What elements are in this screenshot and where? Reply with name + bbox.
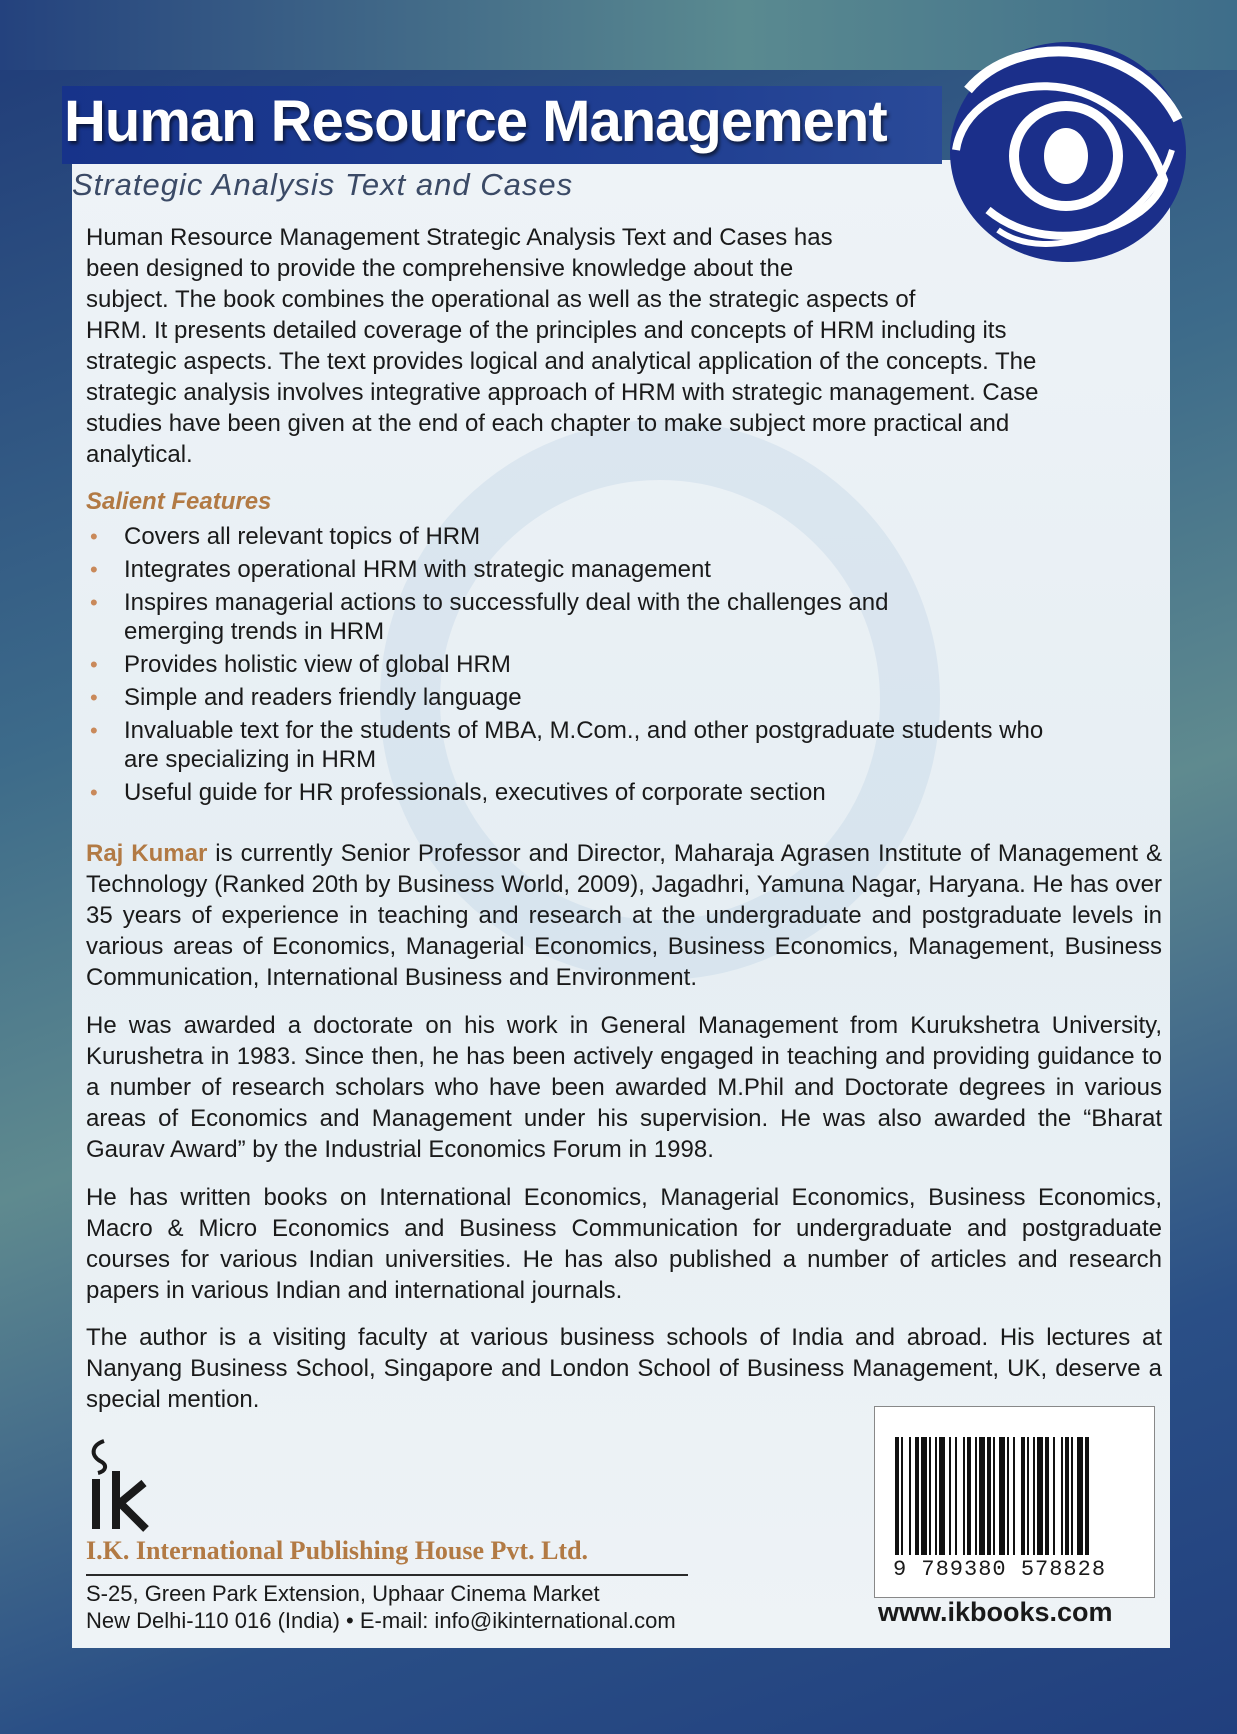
bullet-icon: • [90,780,98,805]
author-bio-paragraph-1 [86,838,1162,993]
book-subtitle: Strategic Analysis Text and Cases [72,167,574,202]
intro-paragraph [86,222,1166,470]
bio-1-text: is currently Senior Professor and Director, Maharaja Agrasen Institute of Management & Technology (Ranked 20th by Business World, 2009), Jagadhri, Yamuna Nagar, Haryana. He has over 35 years of experience in teaching and research at the undergraduate and postgraduate levels in various areas of Economics, Managerial Economics, Business Economics, Management, Business Communication, International Business and Environment. [86,840,1162,991]
barcode-bar [915,1437,919,1555]
feature-line: Useful guide for HR professionals, executives of corporate section [124,779,826,806]
barcode-icon [891,1437,1137,1555]
bullet-icon: • [90,685,98,710]
barcode-bar [1045,1437,1049,1555]
feature-line: are specializing in HRM [124,746,377,773]
barcode-bar [949,1437,951,1555]
intro-line: been designed to provide the comprehensive knowledge about the [86,255,794,282]
barcode-bar [939,1437,945,1555]
bullet-icon: • [90,590,98,615]
intro-line: studies have been given at the end of each chapter to make subject more practical and [86,410,1010,437]
feature-line: Provides holistic view of global HRM [124,651,511,678]
intro-line: Human Resource Management Strategic Analysis Text and Cases has [86,224,833,251]
barcode-bar [1021,1437,1025,1555]
barcode-bar [1037,1437,1043,1555]
publisher-divider [86,1574,688,1576]
feature-line: Invaluable text for the students of MBA, M.Com., and other postgraduate students who [124,717,1044,744]
barcode-bar [987,1437,991,1555]
feature-item [86,683,1166,712]
barcode-bar [1071,1437,1073,1555]
features-heading: Salient Features [86,488,272,515]
barcode-bar [1027,1437,1029,1555]
feature-line: Integrates operational HRM with strategic management [124,556,711,583]
publisher-address [86,1580,676,1634]
feature-item [86,778,1166,807]
address-line: S-25, Green Park Extension, Uphaar Cinema Market [86,1581,600,1606]
barcode-box [874,1406,1155,1598]
barcode-bar [1077,1437,1083,1555]
feature-item [86,555,1166,584]
author-bio-paragraph-2: He was awarded a doctorate on his work in General Management from Kurukshetra University, Kurushetra in 1983. Since then, he has been actively engaged in teaching and providing guidance to a number of research scholars who have been awarded M.Phil and Doctorate degrees in various areas of Economics and Management under his supervision. He was also awarded the “Bharat Gaurav Award” by the Industrial Economics Forum in 1998. [86,1012,1162,1163]
isbn-digits: 9 789380 578828 [893,1557,1107,1582]
book-title: Human Resource Management [64,89,887,154]
barcode-bar [979,1437,985,1555]
barcode-bar [935,1437,937,1555]
barcode-bar [909,1437,911,1555]
barcode-bar [929,1437,931,1555]
barcode-bar [993,1437,995,1555]
intro-line: analytical. [86,441,193,468]
author-bio-paragraph-4: The author is a visiting faculty at various business schools of India and abroad. His lectures at Nanyang Business School, Singapore and London School of Business Management, UK, deserve a special mention. [86,1324,1162,1413]
feature-item [86,522,1166,551]
author-bio-paragraph-3: He has written books on International Economics, Managerial Economics, Business Economics, Macro & Micro Economics and Business Communication for undergraduate and postgraduate courses for various Indian universities. He has also published a number of articles and research papers in various Indian and international journals. [86,1184,1162,1304]
barcode-bar [1085,1437,1089,1555]
barcode-bar [955,1437,957,1555]
feature-line: emerging trends in HRM [124,618,385,645]
barcode-bar [1061,1437,1063,1555]
barcode-bar [1033,1437,1035,1555]
barcode-bar [895,1437,899,1555]
feature-item [86,716,1166,774]
feature-line: Inspires managerial actions to successfully deal with the challenges and [124,589,889,616]
feature-item [86,650,1166,679]
feature-line: Covers all relevant topics of HRM [124,523,481,550]
bullet-icon: • [90,524,98,549]
author-name: Raj Kumar [86,840,208,867]
feature-item [86,588,1166,646]
intro-line: strategic analysis involves integrative approach of HRM with strategic management. Case [86,379,1039,406]
publisher-ik-logo-icon [86,1437,156,1537]
barcode-bar [963,1437,965,1555]
barcode-bar [1007,1437,1009,1555]
intro-line: strategic aspects. The text provides logical and analytical application of the concepts. The [86,348,1037,375]
barcode-bar [975,1437,977,1555]
barcode-bar [1065,1437,1069,1555]
features-list [86,522,1166,811]
address-line: New Delhi-110 016 (India) • E-mail: info@ikinternational.com [86,1608,676,1633]
bullet-icon: • [90,718,98,743]
barcode-bar [1053,1437,1055,1555]
barcode-bar [921,1437,927,1555]
barcode-bar [901,1437,903,1555]
barcode-bar [999,1437,1005,1555]
bullet-icon: • [90,557,98,582]
barcode-bar [1013,1437,1015,1555]
intro-line: HRM. It presents detailed coverage of the principles and concepts of HRM including its [86,317,1007,344]
publisher-website-link[interactable]: www.ikbooks.com [878,1597,1113,1627]
intro-line: subject. The book combines the operational as well as the strategic aspects of [86,286,916,313]
publisher-name: I.K. International Publishing House Pvt. Ltd. [86,1536,589,1565]
bullet-icon: • [90,652,98,677]
barcode-bar [967,1437,971,1555]
feature-line: Simple and readers friendly language [124,684,522,711]
